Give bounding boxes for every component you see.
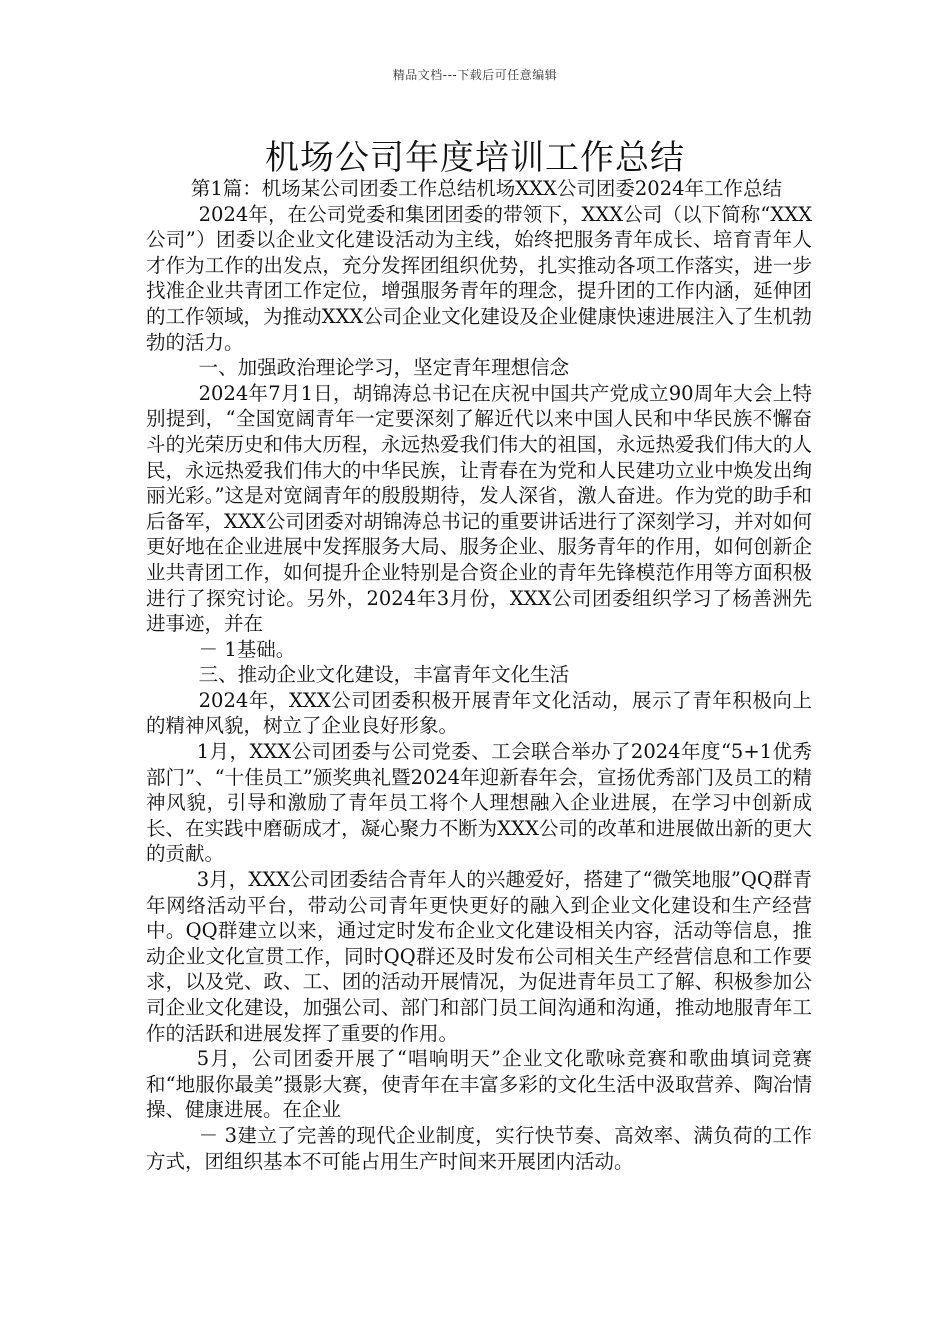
paragraph-subtitle: 第1篇：机场某公司团委工作总结机场XXX公司团委2024年工作总结	[190, 177, 783, 200]
header-note: 精品文档---下载后可任意编辑	[392, 68, 558, 82]
page-marker: － 3建立了完善的现代企业制度，实行快节奏、高效率、满负荷的工作方式，团组织基本不可能占用生产时间来开展团内活动。	[146, 1123, 812, 1173]
section-heading: 三、推动企业文化建设，丰富青年文化生活	[198, 663, 570, 687]
paragraph: 2024年7月1日，胡锦涛总书记在庆祝中国共产党成立90周年大会上特别提到，“全国宽阔青年一定要深刻了解近代以来中国人民和中华民族不懈奋斗的光荣历史和伟大历程，永远热爱我们伟大的祖国，永远热爱我们伟大的人民，永远热爱我们伟大的中华民族，让青春在为党和人民建功立业中焕发出绚丽光彩。”这是对宽阔青年的殷殷期待，发人深省，激人奋进。作为党的助手和后备军，XXX公司团委对胡锦涛总书记的重要讲话进行了深刻学习，并对如何更好地在企业进展中发挥服务大局、服务企业、服务青年的作用，如何创新企业共青团工作，如何提升企业特别是合资企业的青年先锋模范作用等方面积极进行了探究讨论。另外，2024年3月份，XXX公司团委组织学习了杨善洲先进事迹，并在	[146, 381, 812, 636]
paragraph: 2024年，在公司党委和集团团委的带领下，XXX公司（以下简称“XXX公司”）团委以企业文化建设活动为主线，始终把服务青年成长、培育青年人才作为工作的出发点，充分发挥团组织优势，扎实推动各项工作落实，进一步找准企业共青团工作定位，增强服务青年的理念，提升团的工作内涵，延伸团的工作领域，为推动XXX公司企业文化建设及企业健康快速进展注入了生机勃勃的活力。	[146, 202, 812, 354]
paragraph: 1月，XXX公司团委与公司党委、工会联合举办了2024年度“5+1优秀部门”、“十佳员工”颁奖典礼暨2024年迎新春年会，宣扬优秀部门及员工的精神风貌，引导和激励了青年员工将个人理想融入企业进展，在学习中创新成长、在实践中磨砺成才，凝心聚力不断为XXX公司的改革和进展做出新的更大的贡献。	[146, 740, 812, 866]
section-heading: 一、加强政治理论学习，坚定青年理想信念	[198, 356, 570, 380]
paragraph: 5月，公司团委开展了“唱响明天”企业文化歌咏竞赛和歌曲填词竞赛和“地服你最美”摄影大赛，使青年在丰富多彩的文化生活中汲取营养、陶冶情操、健康进展。在企业	[146, 1047, 812, 1122]
paragraph: 2024年，XXX公司团委积极开展青年文化活动，展示了青年积极向上的精神风貌，树立了企业良好形象。	[146, 688, 812, 738]
page-marker: － 1基础。	[198, 637, 296, 661]
paragraph: 3月，XXX公司团委结合青年人的兴趣爱好，搭建了“微笑地服”QQ群青年网络活动平台，带动公司青年更快更好的融入到企业文化建设和生产经营中。QQ群建立以来，通过定时发布企业文化建设相关内容，活动等信息，推动企业文化宣贯工作，同时QQ群还及时发布公司相关生产经营信息和工作要求，以及党、政、工、团的活动开展情况，为促进青年员工了解、积极参加公司企业文化建设，加强公司、部门和部门员工间沟通和沟通，推动地服青年工作的活跃和进展发挥了重要的作用。	[146, 868, 812, 1045]
document-body	[146, 176, 812, 1174]
document-title: 机场公司年度培训工作总结	[265, 138, 685, 178]
